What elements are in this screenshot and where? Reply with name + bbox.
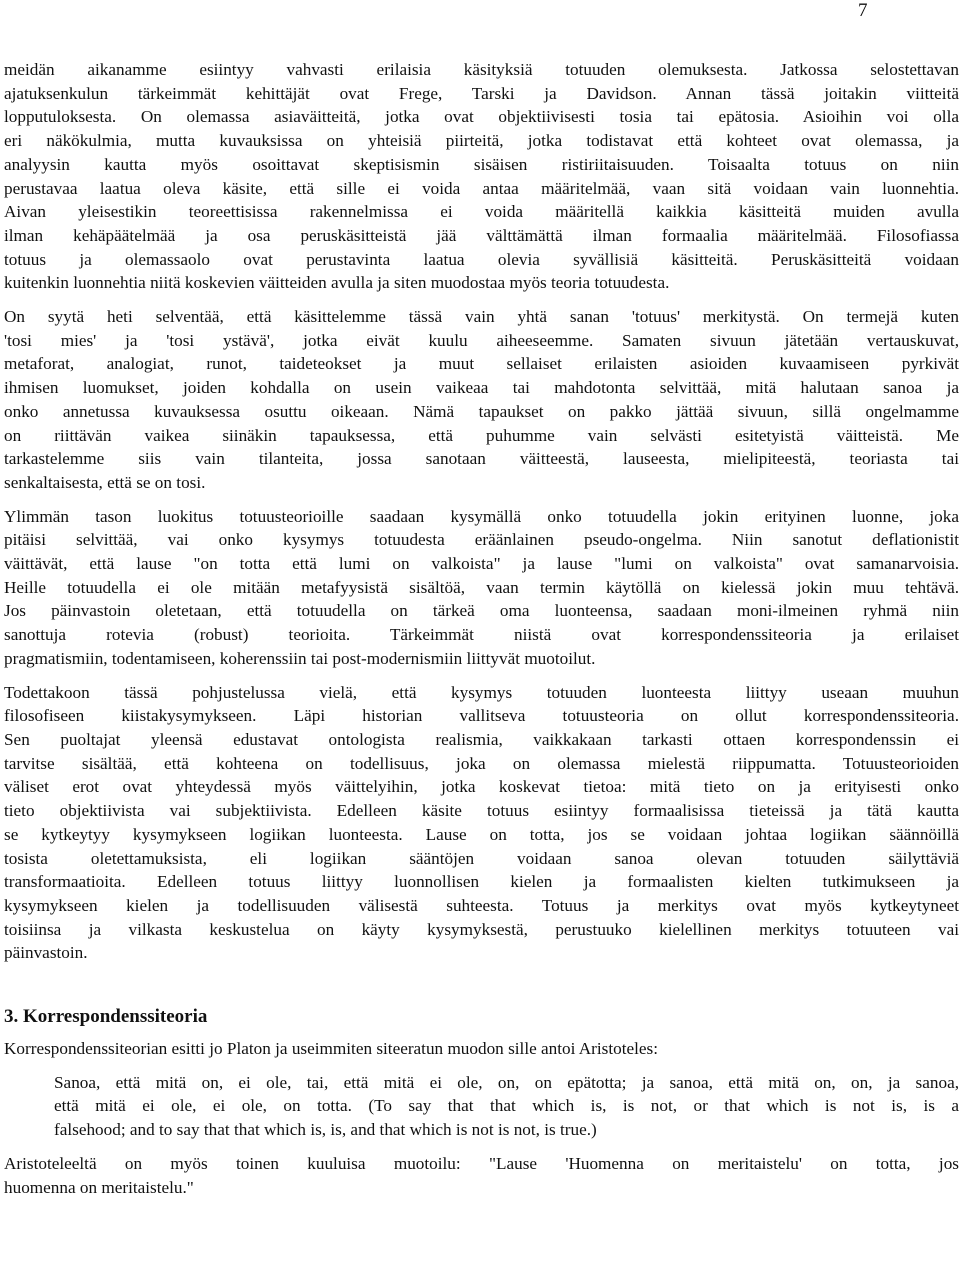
paragraph-truth-views: [4, 58, 959, 295]
section-heading: 3. Korrespondenssiteoria: [4, 1006, 208, 1028]
paragraph-classification: [4, 505, 959, 671]
text-line: Jos päinvastoin oletetaan, että totuudella on tärkeä oma luonteensa, saadaan moni-ilmeinen ryhmä niin: [4, 601, 959, 621]
text-line: Ylimmän tason luokitus totuusteorioille saadaan kysymällä onko totuudella jokin erityinen luonne, joka: [4, 506, 959, 526]
text-line: tosista oletettamuksista, eli logiikan sääntöjen voidaan sanoa olevan totuuden säilyttäviä: [4, 848, 959, 868]
text-line: tarvitse sisältää, että kohteena on todellisuus, joka on olemassa mielestä riippumatta. Totuusteorioiden: [4, 753, 959, 773]
text-line: toisiinsa ja vilkasta keskustelua on käyty kysymyksestä, perustuuko kielellinen merkitys totuuteen vai: [4, 919, 959, 939]
text-line: väliset erot ovat yhteydessä myös väittelyihin, jotka koskevat tietoa: mitä tieto on ja erityisesti onko: [4, 777, 959, 797]
text-line: Sen puoltajat yleensä edustavat ontologista realismia, vaikkakaan tarkasti ottaen korrespondenssin ei: [4, 729, 959, 749]
text-line: perustavaa laatua oleva käsite, että sille ei voida antaa määritelmää, vaan sitä voidaan vain luonnehtia.: [4, 178, 959, 198]
text-line: kysymykseen kielen ja todellisuuden välisestä suhteesta. Totuus ja merkitys ovat myös kytkeytyneet: [4, 895, 959, 915]
text-line: Aristoteleeltä on myös toinen kuuluisa muotoilu: "Lause 'Huomenna on meritaistelu' on totta, jos: [4, 1153, 959, 1173]
text-line: huomenna on meritaistelu.": [4, 1177, 194, 1197]
text-line: sanottuja rotevia (robust) teorioita. Tärkeimmät niistä ovat korrespondenssiteoria ja erilaiset: [4, 625, 959, 645]
text-line: On syytä heti selventää, että käsittelemme tässä vain yhtä sanan 'totuus' merkitystä. On termejä kuten: [4, 307, 959, 327]
page-number: 7: [858, 0, 868, 21]
text-line: totuus ja olemassaolo ovat perustavinta laatua olevia syvällisiä käsitteitä. Peruskäsitteitä voidaan: [4, 249, 959, 269]
text-line: meidän aikanamme esiintyy vahvasti erilaisia käsityksiä totuuden olemuksesta. Jatkossa selostettavan: [4, 60, 959, 79]
paragraph-related-questions: [4, 681, 959, 965]
text-line: on riittävän vaikea siinäkin tapauksessa, että puhumme vain selvästi esitetyistä väitteistä. Me: [4, 425, 959, 445]
text-line: tarkastelemme siis vain tilanteita, jossa sanotaan väitteestä, lauseesta, mielipiteestä, teoriasta tai: [4, 449, 959, 469]
text-line: analyysin kautta myös osoittavat skeptisismin sisäisen ristiriitaisuuden. Toisaalta totuus on niin: [4, 154, 959, 174]
text-line: metaforat, analogiat, runot, taideteokset ja muut sellaiset erilaisten asioiden kuvaamiseen pyrkivät: [4, 354, 959, 374]
intro-line: Korrespondenssiteorian esitti jo Platon ja useimmiten siteeratun muodon sille antoi Aristoteles:: [4, 1039, 658, 1059]
text-line: se kytkeytyy kysymykseen logiikan luonteesta. Lause on totta, jos se voidaan johtaa logiikan säännöillä: [4, 824, 959, 844]
paragraph-sea-battle: [4, 1152, 959, 1199]
aristotle-quote: [4, 1071, 959, 1142]
text-line: 'tosi mies' ja 'tosi ystävä', jotka eivät kuulu aiheeseemme. Samaten sivuun jätetään vertauskuvat,: [4, 330, 959, 350]
text-line: filosofiseen kiistakysymykseen. Läpi historian vallitseva totuusteoria on ollut korrespondenssiteoria.: [4, 706, 959, 726]
text-line: kuitenkin luonnehtia niitä koskevien väitteiden avulla ja siten muodostaa myös teoria totuudesta.: [4, 273, 670, 293]
text-line: onko annetussa kuvauksessa osuttu oikeaan. Nämä tapaukset on pakko jättää sivuun, sillä ongelmamme: [4, 401, 959, 421]
text-line: senkaltaisesta, että se on tosi.: [4, 472, 206, 492]
text-line: Todettakoon tässä pohjustelussa vielä, että kysymys totuuden luonteesta liittyy useaan muuhun: [4, 682, 959, 702]
text-line: lopputuloksesta. On olemassa asiaväitteitä, jotka ovat objektiivisesti tosia tai epätosia. Asioihin voi olla: [4, 107, 959, 127]
text-line: Sanoa, että mitä on, ei ole, tai, että mitä ei ole, on, on epätotta; ja sanoa, että mitä on, on, ja sanoa,: [54, 1072, 959, 1092]
text-line: falsehood; and to say that that which is, is, and that which is not is not, is true.): [54, 1120, 597, 1140]
text-line: transformaatioita. Edelleen totuus liittyy luonnollisen kielen ja formaalisten kielten tutkimukseen ja: [4, 872, 959, 892]
document-body: [4, 58, 959, 1199]
text-line: päinvastoin.: [4, 943, 88, 963]
text-line: eri näkökulmia, mutta kuvauksissa on yhteisiä piirteitä, jotka todistavat että kohteet ovat olemassa, ja: [4, 131, 959, 151]
text-line: Heille totuudella ei ole mitään metafyysistä sisältöä, vaan termin käytöllä on kielessä jokin muu tehtävä.: [4, 577, 959, 597]
text-line: väittävät, että lause "on totta että lumi on valkoista" ja lause "lumi on valkoista" ovat samanarvoisia.: [4, 554, 959, 574]
text-line: ajatuksenkulun tärkeimmät kehittäjät ovat Frege, Tarski ja Davidson. Annan tässä joitakin viitteitä: [4, 83, 959, 103]
text-line: että mitä ei ole, ei ole, on totta. (To say that that which is, is not, or that which is not is, is a: [54, 1096, 959, 1116]
text-line: ilman kehäpäätelmää ja osa peruskäsitteistä jää välttämättä ilman formaalia määritelmää. Filosofiassa: [4, 225, 959, 245]
text-line: pitäisi selvittää, vai onko kysymys totuudesta eräänlainen pseudo-ongelma. Niin sanotut deflationistit: [4, 530, 959, 550]
text-line: pragmatismiin, todentamiseen, koherenssiin tai post-modernismiin liittyvät muotoilut.: [4, 648, 596, 668]
text-line: Aivan yleisestikin teoreettisissa rakennelmissa ei voida määritellä kaikkia käsitteitä muiden avulla: [4, 202, 959, 222]
section-intro: [4, 1037, 959, 1061]
paragraph-meaning-of-truth: [4, 305, 959, 495]
text-line: ihmisen luomukset, joiden kohdalla on usein vaikeaa tai mahdotonta selvittää, mitä halutaan sanoa ja: [4, 378, 959, 398]
text-line: tieto objektiivista vai subjektiivista. Edelleen käsite totuus esiintyy formaalisissa tieteissä ja tätä kautta: [4, 801, 959, 821]
